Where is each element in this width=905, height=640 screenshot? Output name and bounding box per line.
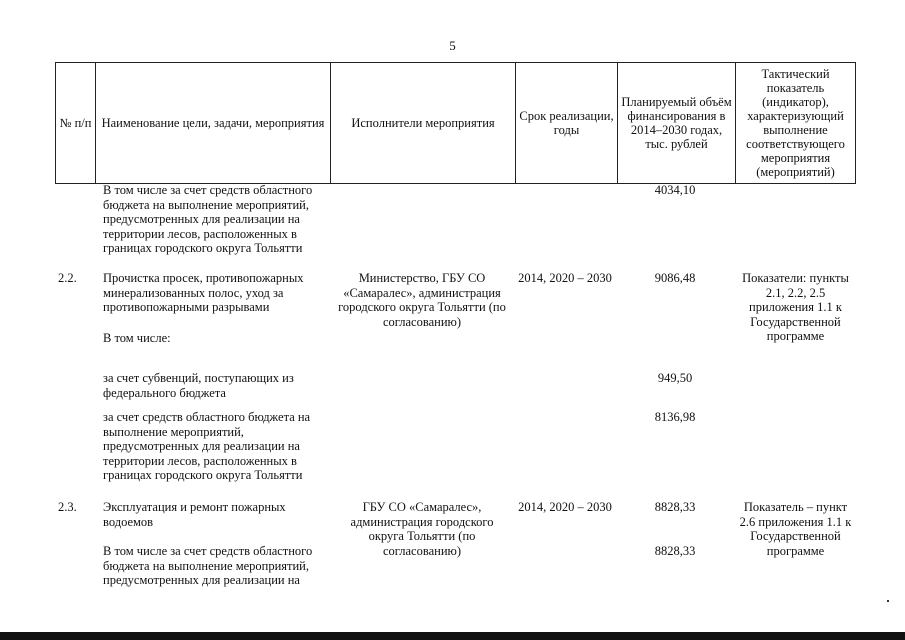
header-executors: Исполнители мероприятия	[331, 63, 516, 184]
header-term: Срок реализации, годы	[516, 63, 618, 184]
scan-edge	[0, 632, 905, 640]
row-name: за счет средств областного бюджета на выполнение мероприятий, предусмотренных для реализации на территории лесов, расположенных в границах городского округа Тольятти	[103, 410, 311, 482]
row-amount: 4034,10	[654, 183, 696, 197]
row-term: 2014, 2020 – 2030	[518, 271, 612, 285]
scan-dot	[887, 600, 889, 602]
header-indicator: Тактический показатель (индикатор), характеризующий выполнение соответствующего мероприятия (мероприятий)	[736, 63, 856, 184]
row-amount: 8828,33	[654, 500, 696, 514]
row-term: 2014, 2020 – 2030	[518, 500, 612, 514]
row-amount: 949,50	[657, 371, 693, 385]
table-header	[55, 62, 856, 184]
row-number: 2.2.	[58, 271, 77, 285]
row-name: Прочистка просек, противопожарных минерализованных полос, уход за противопожарными разрывами	[103, 271, 304, 314]
row-name: В том числе за счет средств областного бюджета на выполнение мероприятий, предусмотренных для реализации на территории лесов, расположенных в границах городского округа Тольятти	[103, 183, 313, 255]
header-num: № п/п	[56, 63, 96, 184]
header-funding: Планируемый объём финансирования в 2014–2030 годах, тыс. рублей	[618, 63, 736, 184]
row-name: Эксплуатация и ремонт пожарных водоемов	[103, 500, 286, 529]
row-name: В том числе за счет средств областного бюджета на выполнение мероприятий, предусмотренных для реализации на	[103, 544, 313, 587]
row-executors: Министерство, ГБУ СО «Самаралес», администрация городского округа Тольятти (по согласованию)	[338, 271, 506, 329]
page-number: 5	[449, 38, 456, 53]
row-amount: 8136,98	[654, 410, 696, 424]
row-executors: ГБУ СО «Самаралес», администрация городского округа Тольятти (по согласованию)	[350, 500, 494, 558]
row-amount: 9086,48	[654, 271, 696, 285]
row-indicator: Показатель – пункт 2.6 приложения 1.1 к Государственной программе	[739, 500, 852, 558]
row-indicator: Показатели: пункты 2.1, 2.2, 2.5 приложения 1.1 к Государственной программе	[742, 271, 849, 343]
row-number: 2.3.	[58, 500, 77, 514]
row-subtitle: В том числе:	[103, 331, 171, 345]
header-name: Наименование цели, задачи, мероприятия	[96, 63, 331, 184]
row-name: за счет субвенций, поступающих из федерального бюджета	[103, 371, 294, 400]
row-amount: 8828,33	[654, 544, 696, 558]
